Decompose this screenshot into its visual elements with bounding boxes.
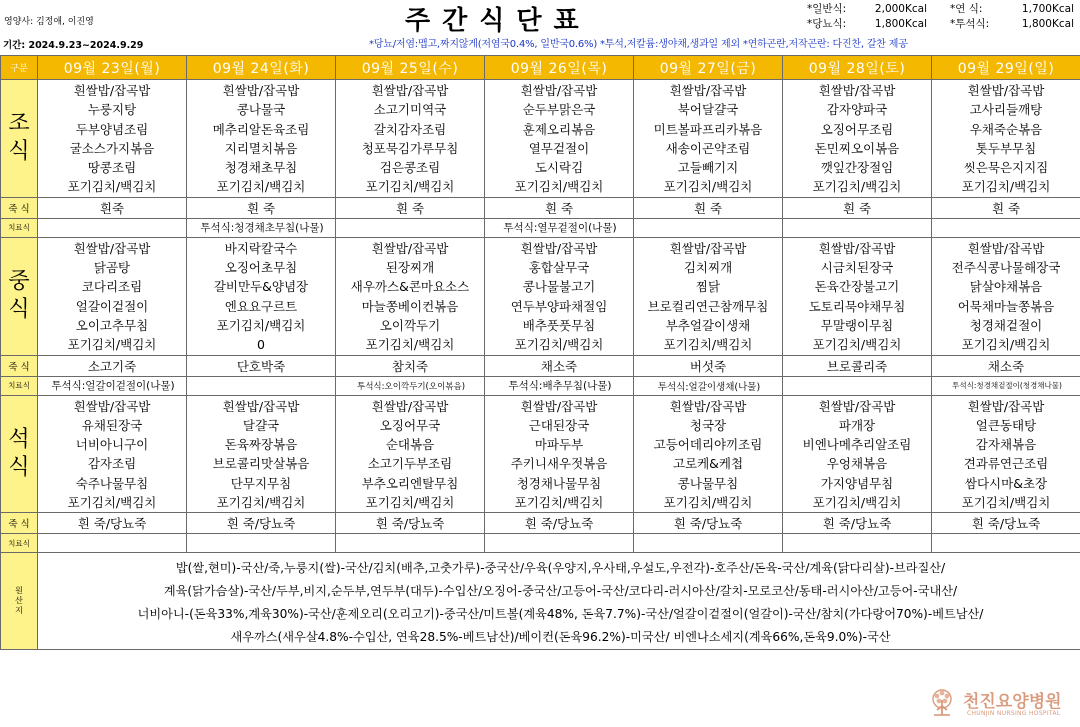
porridge-cell: 흰 죽 (783, 197, 932, 218)
label-char: 식 (8, 139, 30, 165)
menu-item: 미트볼파프리카볶음 (653, 121, 763, 137)
menu-item: 포기김치/백김치 (514, 495, 604, 511)
meal-cell (932, 237, 1080, 355)
menu-item: 누룽지탕 (87, 102, 137, 118)
breakfast-therapy-row (1, 218, 1080, 237)
menu-item: 흰쌀밥/잡곡밥 (818, 398, 896, 414)
therapy-cell: 투석식:배추무침(나물) (485, 376, 634, 395)
page-title: 주간식단표 (405, 6, 591, 36)
menu-item: 포기김치/백김치 (514, 179, 604, 195)
therapy-cell (38, 218, 187, 237)
kcal-value: 1,800Kcal (1021, 18, 1074, 30)
day-header: 09월 24일(화) (187, 56, 336, 80)
menu-item: 단무지무침 (230, 475, 292, 491)
menu-item: 너비아니구이 (75, 437, 149, 453)
menu-item: 닭살야채볶음 (969, 279, 1043, 295)
page-header (0, 0, 1080, 53)
menu-item: 포기김치/백김치 (812, 495, 902, 511)
menu-item: 계육(닭가슴살)-국산/두부,비지,순두부,연두부(대두)-수입산/오징어-중국산/고등어-국산/코다리-러시아산/갈치-모로코산/동태-러시아산/고등어-국내산/ (163, 583, 958, 598)
menu-item: 도토리묵야채무침 (808, 298, 906, 314)
breakfast-row (1, 80, 1080, 198)
therapy-cell: 투석식:청경채초무침(나물) (187, 218, 336, 237)
menu-item: 바지락칼국수 (224, 240, 298, 256)
therapy-cell (187, 534, 336, 553)
therapy-cell (932, 218, 1080, 237)
meal-cell (38, 395, 187, 513)
kcal-label: *당뇨식: (807, 18, 847, 30)
menu-item: 지리멸치볶음 (224, 140, 298, 156)
menu-item: 흰쌀밥/잡곡밥 (520, 83, 598, 98)
menu-item: 순두부맑은국 (522, 102, 596, 118)
menu-item: 포기김치/백김치 (67, 179, 157, 195)
therapy-cell: 투석식:열무겉절이(나물) (485, 218, 634, 237)
menu-item: 숙주나물무침 (75, 475, 149, 491)
menu-item: 흰쌀밥/잡곡밥 (669, 398, 747, 414)
menu-item: 부추오리엔탈무침 (361, 475, 459, 491)
porridge-cell: 흰 죽/당뇨죽 (336, 513, 485, 534)
menu-item: 포기김치/백김치 (216, 179, 306, 195)
meal-cell (634, 395, 783, 513)
side-label-stack (1, 426, 37, 482)
menu-item: 포기김치/백김치 (216, 317, 306, 333)
menu-item: 콩나물국 (236, 102, 286, 118)
meal-cell (38, 237, 187, 355)
meal-cell (187, 395, 336, 513)
porridge-cell: 흰 죽 (187, 197, 336, 218)
meal-cell (485, 395, 634, 513)
menu-item: 달걀국 (242, 417, 280, 433)
therapy-cell (634, 534, 783, 553)
menu-item: 포기김치/백김치 (365, 495, 455, 511)
therapy-cell (336, 218, 485, 237)
day-header: 09월 26일(목) (485, 56, 634, 80)
therapy-label: 치료식 (1, 218, 38, 237)
menu-item: 흰쌀밥/잡곡밥 (520, 398, 598, 414)
label-char: 지 (15, 606, 23, 616)
menu-item: 코다리조림 (81, 279, 143, 295)
weekly-menu-table (0, 55, 1080, 650)
menu-item: 소고기미역국 (373, 102, 447, 118)
menu-item: 감자양파국 (826, 102, 888, 118)
menu-item: 우채죽순볶음 (969, 121, 1043, 137)
meal-cell (932, 395, 1080, 513)
day-header: 09월 28일(토) (783, 56, 932, 80)
menu-item: 순대볶음 (385, 437, 435, 453)
menu-item: 흰쌀밥/잡곡밥 (669, 240, 747, 256)
day-header: 09월 29일(일) (932, 56, 1080, 80)
menu-item: 흰쌀밥/잡곡밥 (967, 240, 1045, 256)
menu-item: 포기김치/백김치 (365, 337, 455, 353)
menu-item: 마파두부 (534, 437, 584, 453)
menu-item: 새우까스(새우살4.8%-수입산, 연육28.5%-베트남산)/베이컨(돈육96.2%)-미국산/ 비엔나소세지(계육66%,돈육9.0%)-국산 (230, 629, 891, 644)
side-label-stack (1, 110, 37, 166)
menu-item: 포기김치/백김치 (514, 337, 604, 353)
kcal-col-2 (950, 2, 1074, 32)
menu-item: 고들빼기지 (677, 160, 739, 176)
label-char: 원 (15, 586, 23, 596)
porridge-cell: 흰 죽/당뇨죽 (932, 513, 1080, 534)
hospital-name-en: CHUNJIN NURSING HOSPITAL (967, 710, 1061, 717)
day-header: 09월 25일(수) (336, 56, 485, 80)
menu-item: 갈치감자조림 (373, 121, 447, 137)
porridge-cell: 채소죽 (932, 355, 1080, 376)
menu-item: 닭곰탕 (93, 260, 131, 276)
therapy-cell: 투석식:청경채겉절이(청경채나물) (932, 376, 1080, 395)
therapy-cell: 투석식:얼갈이겉절이(나물) (38, 376, 187, 395)
therapy-cell: 투석식:오이깍두기(오이볶음) (336, 376, 485, 395)
meal-cell (38, 80, 187, 198)
porridge-cell: 흰 죽/당뇨죽 (187, 513, 336, 534)
menu-item: 흰쌀밥/잡곡밥 (222, 398, 300, 414)
menu-item: 씻은묵은지지짐 (963, 160, 1049, 176)
therapy-cell (485, 534, 634, 553)
meal-cell (187, 80, 336, 198)
porridge-cell: 버섯죽 (634, 355, 783, 376)
menu-item: 포기김치/백김치 (812, 179, 902, 195)
therapy-cell: 투석식:얼갈이생채(나물) (634, 376, 783, 395)
porridge-cell: 흰 죽 (932, 197, 1080, 218)
meal-cell (485, 80, 634, 198)
menu-item: 콩나물무침 (677, 475, 739, 491)
porridge-cell: 참치죽 (336, 355, 485, 376)
porridge-cell: 흰 죽 (485, 197, 634, 218)
dinner-porridge-row (1, 513, 1080, 534)
menu-item: 땅콩조림 (87, 160, 137, 176)
menu-item: 돈육짜장볶음 (224, 437, 298, 453)
menu-item: 톳두부무침 (975, 140, 1037, 156)
menu-item: 찜닭 (695, 279, 721, 295)
menu-item: 새우까스&콘마요소스 (350, 279, 470, 295)
menu-item: 북어달걀국 (677, 102, 739, 118)
breakfast-porridge-row (1, 197, 1080, 218)
menu-item: 흰쌀밥/잡곡밥 (371, 398, 449, 414)
menu-item: 흰쌀밥/잡곡밥 (222, 83, 300, 98)
dinner-row (1, 395, 1080, 513)
porridge-cell: 흰 죽/당뇨죽 (485, 513, 634, 534)
meal-cell (485, 237, 634, 355)
menu-item: 마늘쫑베이컨볶음 (361, 298, 459, 314)
menu-item: 배추풋풋무침 (522, 317, 596, 333)
menu-item: 근대된장국 (528, 417, 590, 433)
menu-item: 0 (257, 337, 265, 353)
menu-item: 연두부양파채절임 (510, 298, 608, 314)
menu-item: 밥(쌀,현미)-국산/죽,누룽지(쌀)-국산/김치(배추,고춧가루)-중국산/우육(우양지,우사태,우설도,우전각)-호주산/돈육-국산/계육(닭다리살)-브라질산/ (175, 560, 946, 575)
menu-item: 고등어데리야끼조림 (653, 437, 763, 453)
menu-item: 포기김치/백김치 (812, 337, 902, 353)
menu-item: 흰쌀밥/잡곡밥 (371, 240, 449, 256)
therapy-label: 치료식 (1, 376, 38, 395)
porridge-cell: 흰 죽/당뇨죽 (783, 513, 932, 534)
menu-item: 가지양념무침 (820, 475, 894, 491)
menu-item: 비엔나메추리알조림 (802, 437, 912, 453)
menu-item: 브로컬리연근참깨무침 (647, 298, 769, 314)
menu-item: 김치찌개 (683, 260, 733, 276)
label-char: 중 (8, 269, 30, 295)
menu-item: 너비아니-(돈육33%,계육30%)-국산/훈제오리(오리고기)-중국산/미트볼(계육48%, 돈육7.7%)-국산/얼갈이겉절이(얼갈이)-국산/참치(가다랑어70%)-베트남산/ (137, 606, 984, 621)
hospital-logo (927, 686, 1077, 724)
porridge-cell: 흰 죽/당뇨죽 (634, 513, 783, 534)
menu-item: 흰쌀밥/잡곡밥 (818, 83, 896, 98)
menu-item: 흰쌀밥/잡곡밥 (371, 83, 449, 98)
menu-item: 열무겉절이 (528, 140, 590, 156)
tree-logo-icon (927, 688, 957, 718)
menu-item: 된장찌개 (385, 260, 435, 276)
menu-item: 브로콜리맛살볶음 (212, 456, 310, 472)
kcal-col-1 (807, 2, 927, 32)
porridge-cell: 단호박죽 (187, 355, 336, 376)
porridge-label: 죽 식 (1, 197, 38, 218)
menu-item: 흰쌀밥/잡곡밥 (818, 240, 896, 256)
therapy-cell (38, 534, 187, 553)
lunch-porridge-row (1, 355, 1080, 376)
meal-cell (783, 237, 932, 355)
meal-cell (634, 237, 783, 355)
origin-row (1, 553, 1080, 650)
kcal-label: *연 식: (950, 3, 983, 15)
porridge-label: 죽 식 (1, 355, 38, 376)
menu-item: 포기김치/백김치 (663, 495, 753, 511)
menu-item: 돈민찌오이볶음 (814, 140, 900, 156)
side-label-stack (1, 586, 37, 616)
dinner-therapy-row (1, 534, 1080, 553)
meal-cell (783, 395, 932, 513)
meal-cell (932, 80, 1080, 198)
menu-item: 두부양념조림 (75, 121, 149, 137)
menu-item: 흰쌀밥/잡곡밥 (669, 83, 747, 98)
menu-item: 오이고추무침 (75, 317, 149, 333)
menu-item: 포기김치/백김치 (961, 179, 1051, 195)
label-char: 조 (8, 111, 30, 137)
kcal-label: *일반식: (807, 3, 847, 15)
meal-cell (783, 80, 932, 198)
menu-item: 오징어초무침 (224, 260, 298, 276)
lunch-label (1, 237, 38, 355)
porridge-cell: 채소죽 (485, 355, 634, 376)
menu-item: 고로케&케첩 (672, 456, 744, 472)
menu-item: 주키니새우젓볶음 (510, 456, 608, 472)
porridge-cell: 브로콜리죽 (783, 355, 932, 376)
porridge-cell: 흰 죽/당뇨죽 (38, 513, 187, 534)
therapy-cell (336, 534, 485, 553)
porridge-cell: 흰 죽 (336, 197, 485, 218)
kcal-label: *투석식: (950, 18, 990, 30)
menu-item: 청포묵김가루무침 (361, 140, 459, 156)
lunch-row (1, 237, 1080, 355)
menu-item: 파개장 (838, 417, 876, 433)
day-header: 09월 27일(금) (634, 56, 783, 80)
origin-cell (38, 553, 1080, 650)
menu-item: 메추리알돈육조림 (212, 121, 310, 137)
menu-item: 흰쌀밥/잡곡밥 (73, 240, 151, 256)
period-label: 기간: 2024.9.23~2024.9.29 (3, 40, 144, 51)
menu-item: 돈육간장불고기 (814, 279, 900, 295)
porridge-label: 죽 식 (1, 513, 38, 534)
menu-item: 포기김치/백김치 (67, 495, 157, 511)
therapy-cell (187, 376, 336, 395)
menu-item: 감자조림 (87, 456, 137, 472)
menu-item: 오이깍두기 (379, 317, 441, 333)
therapy-label: 치료식 (1, 534, 38, 553)
menu-item: 청경채나물무침 (516, 475, 602, 491)
menu-item: 검은콩조림 (379, 160, 441, 176)
diet-note: *당뇨/저염:맵고,짜지않게(저염국0.4%, 일반국0.6%) *투석,저칼륨:생야채,생과일 제외 *연하곤란,저작곤란: 다진찬, 갈찬 제공 (369, 39, 908, 50)
corner-label: 구분 (1, 56, 38, 80)
menu-item: 전주식콩나물해장국 (951, 260, 1061, 276)
menu-item: 홍합살무국 (528, 260, 590, 276)
therapy-cell (932, 534, 1080, 553)
kcal-value: 1,700Kcal (1021, 3, 1074, 15)
porridge-cell: 흰 죽 (634, 197, 783, 218)
menu-item: 견과류연근조림 (963, 456, 1049, 472)
therapy-cell (783, 534, 932, 553)
label-char: 산 (15, 596, 23, 606)
kcal-value: 2,000Kcal (874, 3, 927, 15)
breakfast-label (1, 80, 38, 198)
menu-item: 굴소스가지볶음 (69, 140, 155, 156)
menu-item: 갈비만두&양념장 (213, 279, 309, 295)
menu-item: 흰쌀밥/잡곡밥 (967, 83, 1045, 98)
lunch-therapy-row (1, 376, 1080, 395)
meal-cell (336, 395, 485, 513)
menu-item: 새송이곤약조림 (665, 140, 751, 156)
menu-item: 도시락김 (534, 160, 584, 176)
menu-item: 유채된장국 (81, 417, 143, 433)
meal-cell (187, 237, 336, 355)
therapy-cell (634, 218, 783, 237)
menu-item: 깻잎간장절임 (820, 160, 894, 176)
meal-cell (336, 80, 485, 198)
menu-item: 우엉채볶음 (826, 456, 888, 472)
menu-item: 흰쌀밥/잡곡밥 (967, 398, 1045, 414)
menu-item: 소고기두부조림 (367, 456, 453, 472)
menu-item: 포기김치/백김치 (365, 179, 455, 195)
menu-item: 훈제오리볶음 (522, 121, 596, 137)
menu-item: 포기김치/백김치 (663, 179, 753, 195)
menu-item: 포기김치/백김치 (663, 337, 753, 353)
label-char: 식 (8, 297, 30, 323)
menu-item: 감자채볶음 (975, 437, 1037, 453)
menu-item: 오징어무조림 (820, 121, 894, 137)
day-header-row (1, 56, 1080, 80)
menu-item: 청국장 (689, 417, 727, 433)
menu-item: 포기김치/백김치 (961, 337, 1051, 353)
dinner-label (1, 395, 38, 513)
menu-item: 어묵채마늘쫑볶음 (957, 298, 1055, 314)
porridge-cell: 소고기죽 (38, 355, 187, 376)
origin-label (1, 553, 38, 650)
menu-item: 오징어무국 (379, 417, 441, 433)
menu-item: 흰쌀밥/잡곡밥 (73, 83, 151, 98)
menu-item: 얼큰동태탕 (975, 417, 1037, 433)
menu-item: 고사리들깨탕 (969, 102, 1043, 118)
menu-item: 포기김치/백김치 (216, 495, 306, 511)
menu-item: 얼갈이겉절이 (75, 298, 149, 314)
menu-item: 콩나물불고기 (522, 279, 596, 295)
menu-item: 쌈다시마&초장 (964, 475, 1048, 491)
side-label-stack (1, 268, 37, 324)
kcal-value: 1,800Kcal (874, 18, 927, 30)
menu-item: 부추얼갈이생채 (665, 317, 751, 333)
day-header: 09월 23일(월) (38, 56, 187, 80)
menu-item: 시금치된장국 (820, 260, 894, 276)
porridge-cell: 흰죽 (38, 197, 187, 218)
menu-item: 무말랭이무침 (820, 317, 894, 333)
menu-item: 엔요요구르트 (224, 298, 298, 314)
menu-item: 포기김치/백김치 (67, 337, 157, 353)
therapy-cell (783, 376, 932, 395)
menu-item: 청경채초무침 (224, 160, 298, 176)
meal-cell (634, 80, 783, 198)
menu-item: 포기김치/백김치 (961, 495, 1051, 511)
menu-item: 청경채겉절이 (969, 317, 1043, 333)
label-char: 식 (8, 454, 30, 480)
therapy-cell (783, 218, 932, 237)
meal-cell (336, 237, 485, 355)
menu-item: 흰쌀밥/잡곡밥 (520, 240, 598, 256)
menu-item: 흰쌀밥/잡곡밥 (73, 398, 151, 414)
hospital-name: 천진요양병원 (963, 692, 1062, 712)
nutritionist-label: 영양사: 김정애, 이진영 (4, 17, 94, 27)
label-char: 석 (8, 426, 30, 452)
